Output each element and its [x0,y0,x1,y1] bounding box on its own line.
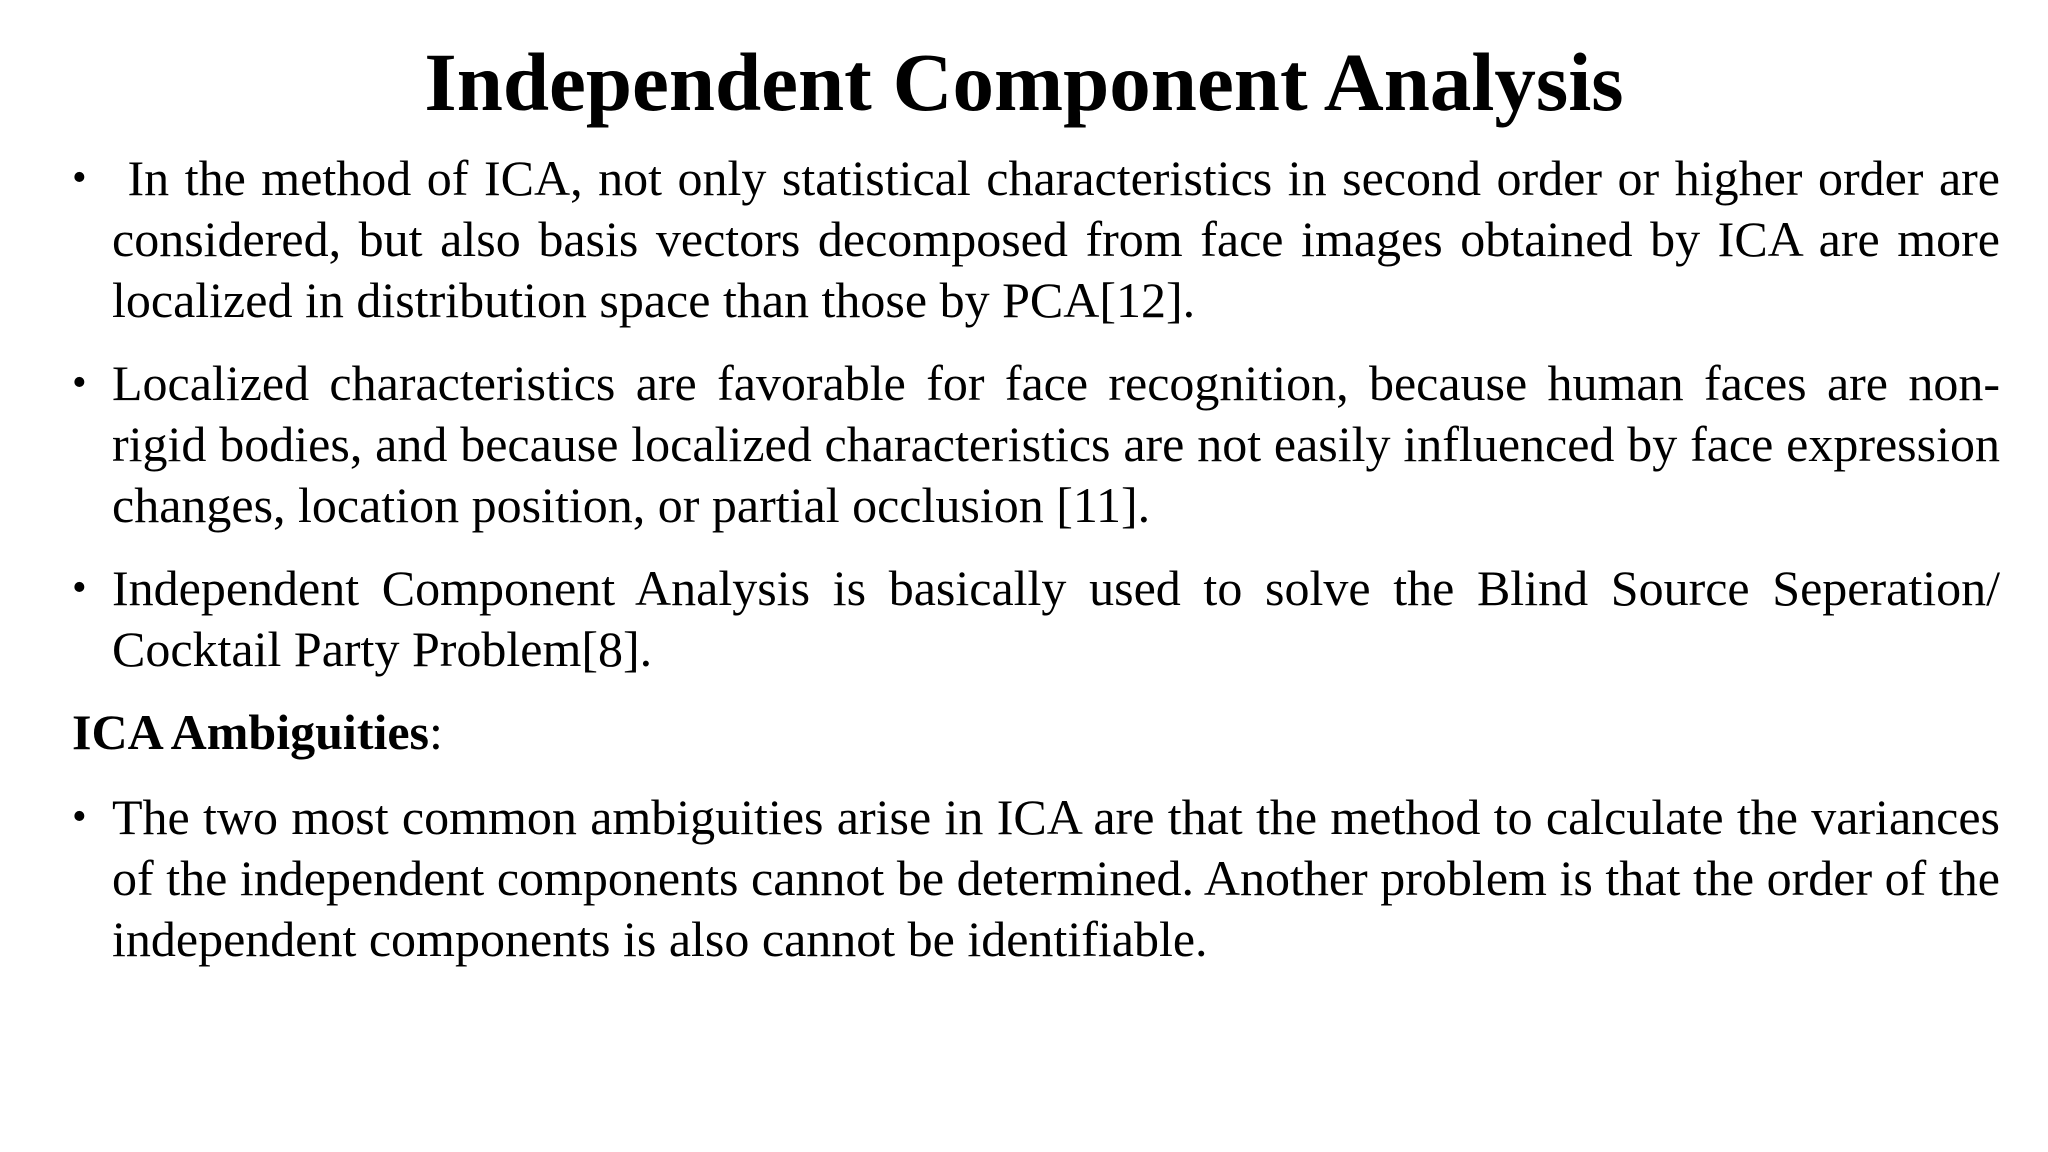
bullet-icon: • [72,565,87,611]
section-heading-suffix: : [429,704,443,760]
section-heading-label: ICA Ambiguities [72,704,430,760]
section-heading [72,702,2000,763]
slide-title: Independent Component Analysis [424,36,1624,128]
slide-content [72,148,2013,992]
bullet-icon: • [72,155,87,201]
bullet-icon: • [72,794,87,840]
bullet-text: In the method of ICA, not only statistical characteristics in second order or higher order are considered, but also basis vectors decomposed from face images obtained by ICA are more localized in distribution space than those by PCA[12]. [112,150,2013,328]
bullet-text: Localized characteristics are favorable for face recognition, because human faces are non-rigid bodies, and because localized characteristics are not easily influenced by face expression changes, location position, or partial occlusion [11]. [112,355,2000,533]
bullet-item-localized [72,353,2000,536]
ambiguities-bullet-list [72,787,2000,970]
bullet-text: Independent Component Analysis is basically used to solve the Blind Source Seperation/ Cocktail Party Problem[8]. [112,560,2000,677]
bullet-item-ica-method [72,148,2013,331]
bullet-item-blind-source [72,558,2000,680]
bullet-icon: • [72,360,87,406]
bullet-list [72,148,2013,680]
bullet-text: The two most common ambiguities arise in ICA are that the method to calculate the variances of the independent components cannot be determined. Another problem is that the order of the independent components is also cannot be identifiable. [112,789,2000,967]
bullet-item-ambiguities [72,787,2000,970]
